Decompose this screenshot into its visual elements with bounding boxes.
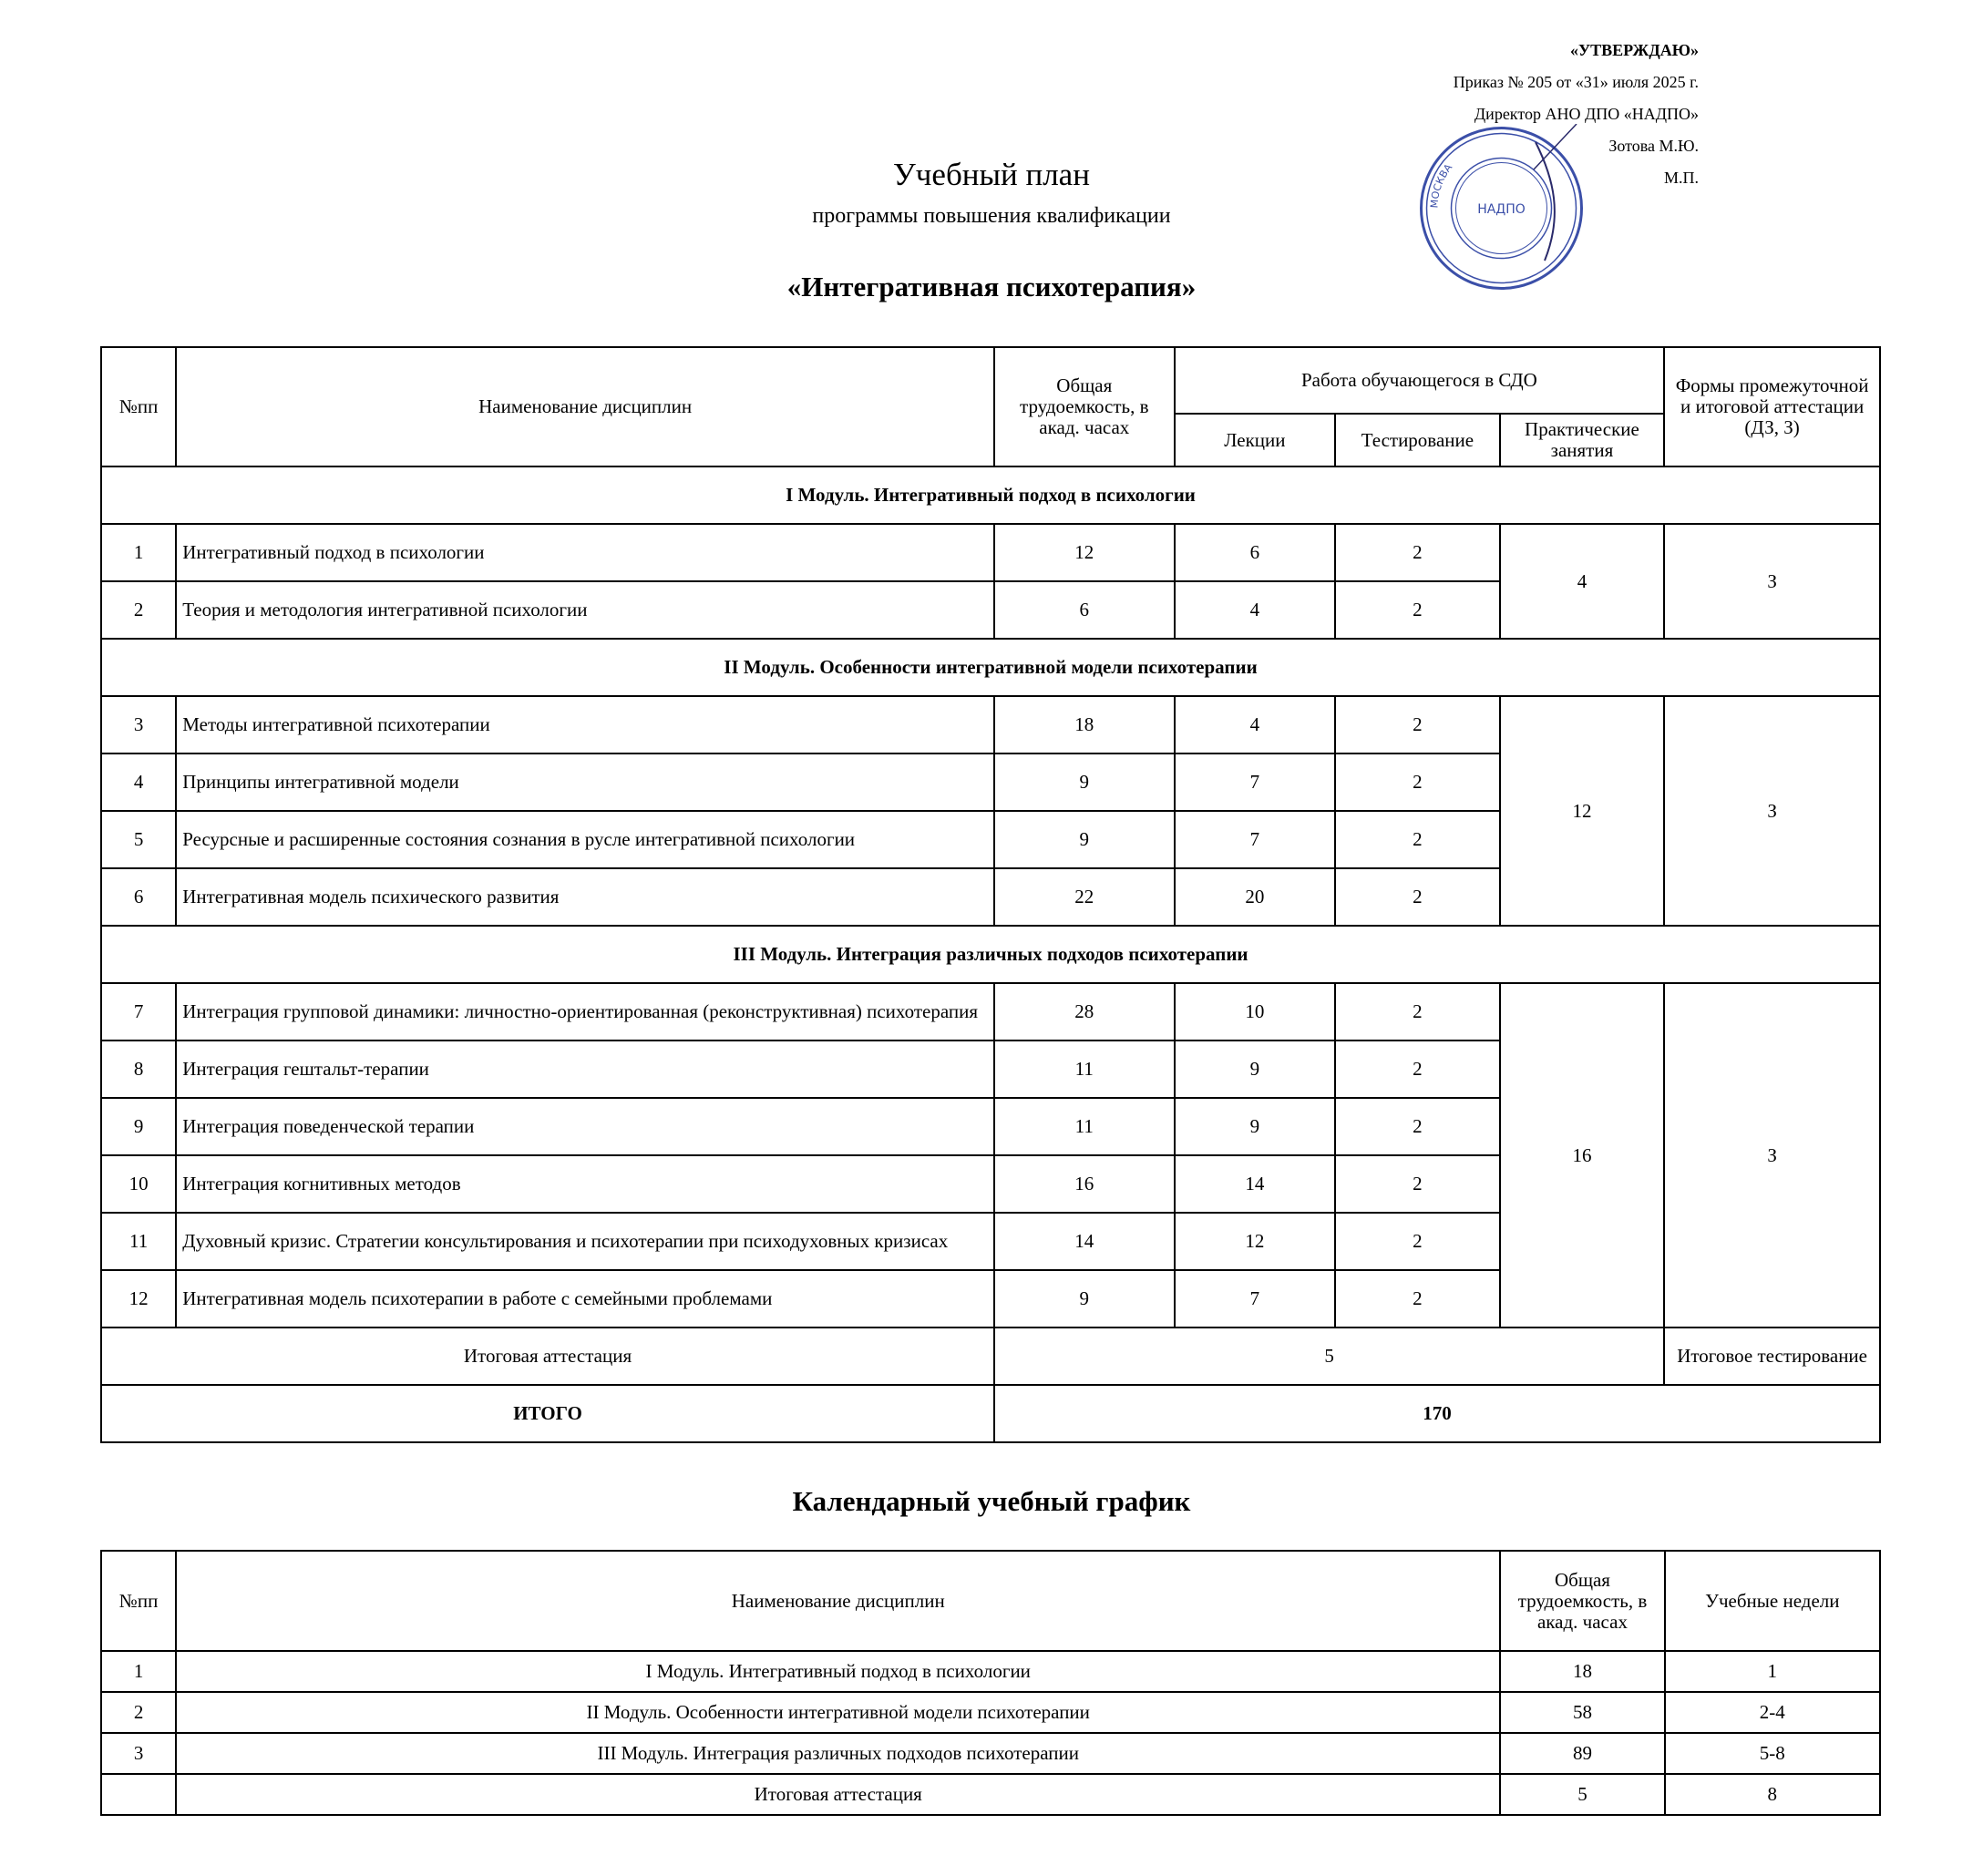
final-form: Итоговое тестирование — [1664, 1328, 1880, 1385]
sched-total: 5 — [1500, 1774, 1664, 1815]
module-practice: 12 — [1500, 696, 1665, 926]
row-total: 14 — [994, 1213, 1175, 1270]
row-name: Интеграция гештальт-терапии — [176, 1041, 994, 1098]
document-subtitle: программы повышения квалификации — [812, 204, 1171, 228]
table-row — [101, 696, 1880, 753]
row-name: Духовный кризис. Стратегии консультирования и психотерапии при психодуховных кризисах — [176, 1213, 994, 1270]
sched-name: III Модуль. Интеграция различных подходов психотерапии — [176, 1733, 1500, 1774]
row-total: 22 — [994, 868, 1175, 926]
sched-weeks: 1 — [1665, 1651, 1880, 1692]
approval-name: Зотова М.Ю. — [1608, 137, 1699, 155]
module-form: З — [1664, 983, 1880, 1328]
final-hours: 5 — [994, 1328, 1664, 1385]
row-name: Интегративная модель психотерапии в работе с семейными проблемами — [176, 1270, 994, 1328]
row-testing: 2 — [1335, 581, 1500, 639]
row-testing: 2 — [1335, 1155, 1500, 1213]
row-name: Интеграция поведенческой терапии — [176, 1098, 994, 1155]
total-row — [101, 1385, 1880, 1442]
table-row — [101, 1733, 1880, 1774]
row-total: 28 — [994, 983, 1175, 1041]
header-total: Общая трудоемкость, в акад. часах — [994, 347, 1175, 466]
row-lectures: 20 — [1175, 868, 1336, 926]
row-num: 12 — [101, 1270, 176, 1328]
row-testing: 2 — [1335, 524, 1500, 581]
sched-total: 89 — [1500, 1733, 1664, 1774]
row-num: 2 — [101, 581, 176, 639]
sched-total: 18 — [1500, 1651, 1664, 1692]
schedule-title: Календарный учебный график — [792, 1485, 1191, 1517]
sched-header-total: Общая трудоемкость, в акад. часах — [1500, 1551, 1664, 1651]
header-lectures: Лекции — [1175, 414, 1336, 466]
row-total: 18 — [994, 696, 1175, 753]
schedule-header-row — [101, 1551, 1880, 1651]
row-total: 11 — [994, 1041, 1175, 1098]
total-label: ИТОГО — [101, 1385, 994, 1442]
final-attestation-row — [101, 1328, 1880, 1385]
total-hours: 170 — [994, 1385, 1880, 1442]
row-num: 9 — [101, 1098, 176, 1155]
row-testing: 2 — [1335, 983, 1500, 1041]
row-num: 8 — [101, 1041, 176, 1098]
header-forms: Формы промежуточной и итоговой аттестации (ДЗ, З) — [1664, 347, 1880, 466]
stamp-city: МОСКВА — [1428, 161, 1455, 209]
sched-num — [101, 1774, 176, 1815]
row-num: 7 — [101, 983, 176, 1041]
header-work-group: Работа обучающегося в СДО — [1175, 347, 1665, 414]
module-title: II Модуль. Особенности интегративной модели психотерапии — [101, 639, 1880, 696]
module-row — [101, 466, 1880, 524]
row-testing: 2 — [1335, 1098, 1500, 1155]
row-num: 1 — [101, 524, 176, 581]
table-row — [101, 1651, 1880, 1692]
row-lectures: 7 — [1175, 1270, 1336, 1328]
row-total: 12 — [994, 524, 1175, 581]
stamp-org: НАДПО — [1477, 202, 1526, 217]
sched-name: Итоговая аттестация — [176, 1774, 1500, 1815]
module-row — [101, 926, 1880, 983]
sched-weeks: 5-8 — [1665, 1733, 1880, 1774]
row-lectures: 7 — [1175, 811, 1336, 868]
row-name: Принципы интегративной модели — [176, 753, 994, 811]
sched-header-num: №пп — [101, 1551, 176, 1651]
row-testing: 2 — [1335, 696, 1500, 753]
row-lectures: 9 — [1175, 1098, 1336, 1155]
schedule-table — [100, 1550, 1881, 1816]
row-name: Методы интегративной психотерапии — [176, 696, 994, 753]
module-row — [101, 639, 1880, 696]
module-form: З — [1664, 696, 1880, 926]
sched-header-name: Наименование дисциплин — [176, 1551, 1500, 1651]
row-testing: 2 — [1335, 1213, 1500, 1270]
row-total: 11 — [994, 1098, 1175, 1155]
sched-weeks: 2-4 — [1665, 1692, 1880, 1733]
row-total: 16 — [994, 1155, 1175, 1213]
row-name: Ресурсные и расширенные состояния сознания в русле интегративной психологии — [176, 811, 994, 868]
row-lectures: 14 — [1175, 1155, 1336, 1213]
final-label: Итоговая аттестация — [101, 1328, 994, 1385]
row-testing: 2 — [1335, 1270, 1500, 1328]
plan-header-row — [101, 347, 1880, 414]
document-title: Учебный план — [893, 157, 1090, 192]
header-num: №пп — [101, 347, 176, 466]
row-lectures: 9 — [1175, 1041, 1336, 1098]
row-total: 9 — [994, 753, 1175, 811]
row-num: 4 — [101, 753, 176, 811]
sched-name: II Модуль. Особенности интегративной модели психотерапии — [176, 1692, 1500, 1733]
sched-total: 58 — [1500, 1692, 1664, 1733]
row-total: 9 — [994, 811, 1175, 868]
sched-num: 2 — [101, 1692, 176, 1733]
sched-num: 1 — [101, 1651, 176, 1692]
row-testing: 2 — [1335, 753, 1500, 811]
row-lectures: 7 — [1175, 753, 1336, 811]
row-name: Интеграция когнитивных методов — [176, 1155, 994, 1213]
module-title: III Модуль. Интеграция различных подходов психотерапии — [101, 926, 1880, 983]
header-practice: Практические занятия — [1500, 414, 1665, 466]
row-lectures: 12 — [1175, 1213, 1336, 1270]
row-num: 10 — [101, 1155, 176, 1213]
header-name: Наименование дисциплин — [176, 347, 994, 466]
row-name: Теория и методология интегративной психологии — [176, 581, 994, 639]
row-num: 3 — [101, 696, 176, 753]
module-form: З — [1664, 524, 1880, 639]
row-lectures: 10 — [1175, 983, 1336, 1041]
header-testing: Тестирование — [1335, 414, 1500, 466]
module-practice: 16 — [1500, 983, 1665, 1328]
row-name: Интеграция групповой динамики: личностно-ориентированная (реконструктивная) психотерапия — [176, 983, 994, 1041]
curriculum-table — [100, 346, 1881, 1443]
row-testing: 2 — [1335, 868, 1500, 926]
sched-weeks: 8 — [1665, 1774, 1880, 1815]
module-title: I Модуль. Интегративный подход в психологии — [101, 466, 1880, 524]
row-lectures: 4 — [1175, 696, 1336, 753]
program-title: «Интегративная психотерапия» — [786, 271, 1197, 302]
approval-position: Директор АНО ДПО «НАДПО» — [1474, 105, 1699, 123]
row-name: Интегративный подход в психологии — [176, 524, 994, 581]
row-num: 6 — [101, 868, 176, 926]
row-lectures: 4 — [1175, 581, 1336, 639]
approval-order: Приказ № 205 от «31» июля 2025 г. — [1453, 73, 1699, 91]
row-total: 6 — [994, 581, 1175, 639]
approval-title: «УТВЕРЖДАЮ» — [1569, 41, 1699, 59]
sched-name: I Модуль. Интегративный подход в психологии — [176, 1651, 1500, 1692]
table-row — [101, 1774, 1880, 1815]
row-total: 9 — [994, 1270, 1175, 1328]
row-testing: 2 — [1335, 811, 1500, 868]
row-num: 5 — [101, 811, 176, 868]
sched-num: 3 — [101, 1733, 176, 1774]
table-row — [101, 983, 1880, 1041]
table-row — [101, 524, 1880, 581]
row-lectures: 6 — [1175, 524, 1336, 581]
row-name: Интегративная модель психического развития — [176, 868, 994, 926]
table-row — [101, 1692, 1880, 1733]
row-num: 11 — [101, 1213, 176, 1270]
module-practice: 4 — [1500, 524, 1665, 639]
approval-seal-mark: М.П. — [1663, 169, 1699, 187]
sched-header-weeks: Учебные недели — [1665, 1551, 1880, 1651]
row-testing: 2 — [1335, 1041, 1500, 1098]
